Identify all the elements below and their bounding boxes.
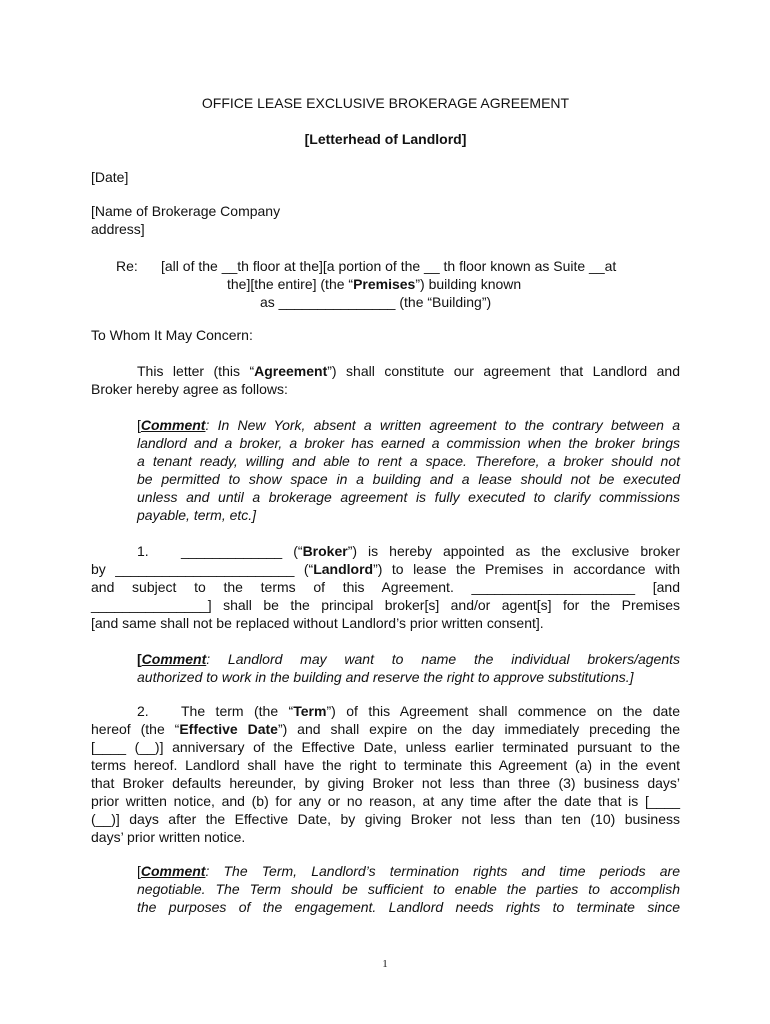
section-1: [91, 542, 680, 632]
intro-paragraph: [91, 362, 680, 398]
effective-date-term: Effective Date: [179, 721, 278, 737]
document-title: OFFICE LEASE EXCLUSIVE BROKERAGE AGREEMENT: [201, 95, 570, 111]
paragraph-line: [Comment: Landlord may want to name the individual brokers/agents: [137, 651, 680, 667]
paragraph-line: authorized to work in the building and reserve the right to approve substitutions.]: [137, 669, 634, 685]
comment-3: [137, 862, 680, 916]
recipient-line: [Name of Brokerage Company: [91, 203, 281, 219]
paragraph-line: prior written notice, and (b) for any or no reason, at any time after the date that is [____: [91, 793, 680, 809]
section-number: 1.: [137, 543, 149, 559]
salutation: To Whom It May Concern:: [91, 327, 253, 343]
paragraph-line: days’ prior written notice.: [91, 829, 246, 845]
paragraph-line: 1. _____________ (“Broker”) is hereby appointed as the exclusive broker: [137, 543, 681, 559]
landlord-term: Landlord: [313, 561, 374, 577]
paragraph-line: that Broker defaults hereunder, by giving Broker not less than three (3) business days’: [91, 775, 680, 791]
recipient-line: address]: [91, 221, 145, 237]
comment-label: Comment: [140, 417, 206, 433]
paragraph-line: by _______________________ (“Landlord”) to lease the Premises in accordance with: [91, 561, 680, 577]
paragraph-line: This letter (this “Agreement”) shall constitute our agreement that Landlord and: [137, 363, 680, 379]
agreement-term: Agreement: [254, 363, 328, 379]
comment-1: [137, 416, 680, 524]
paragraph-line: [Comment: In New York, absent a written agreement to the contrary between a: [137, 417, 680, 433]
premises-term: Premises: [353, 276, 416, 292]
paragraph-line: [and same shall not be replaced without Landlord’s prior written consent].: [91, 615, 544, 631]
comment-label: Comment: [140, 863, 206, 879]
paragraph-line: a tenant ready, willing and able to rent a space. Therefore, a broker should not: [137, 453, 680, 469]
re-line: [all of the __th floor at the][a portion of the __ th floor known as Suite __at: [161, 258, 617, 274]
comment-2: [137, 650, 680, 686]
paragraph-line: [____ (__)] anniversary of the Effective Date, unless earlier terminated pursuant to the: [91, 739, 680, 755]
broker-term: Broker: [302, 543, 348, 559]
term-term: Term: [293, 703, 327, 719]
paragraph-line: Broker hereby agree as follows:: [91, 381, 288, 397]
recipient-block: [91, 202, 680, 238]
section-2: [91, 702, 680, 846]
paragraph-line: payable, term, etc.]: [137, 507, 257, 523]
paragraph-line: [Comment: The Term, Landlord’s termination rights and time periods are: [137, 863, 680, 879]
paragraph-line: be permitted to show space in a building and a lease should not be executed: [137, 471, 680, 487]
paragraph-line: unless and until a brokerage agreement is fully executed to clarify commissions: [137, 489, 680, 505]
paragraph-line: (__)] days after the Effective Date, by giving Broker not less than ten (10) business: [91, 811, 680, 827]
re-line: as _______________ (the “Building”): [260, 294, 492, 310]
page-number: 1: [382, 958, 388, 970]
paragraph-line: hereof (the “Effective Date”) and shall expire on the day immediately preceding the: [91, 721, 680, 737]
section-number: 2.: [137, 703, 149, 719]
re-line: the][the entire] (the “Premises”) building known: [227, 276, 522, 292]
letterhead-placeholder: [Letterhead of Landlord]: [304, 131, 467, 147]
paragraph-line: 2. The term (the “Term”) of this Agreement shall commence on the date: [137, 703, 680, 719]
paragraph-line: the purposes of the engagement. Landlord needs rights to terminate since: [137, 899, 680, 915]
paragraph-line: negotiable. The Term should be sufficient to enable the parties to accomplish: [137, 881, 680, 897]
paragraph-line: terms hereof. Landlord shall have the right to terminate this Agreement (a) in the event: [91, 757, 680, 773]
comment-label: Comment: [141, 651, 207, 667]
re-label: Re:: [116, 258, 138, 274]
date-placeholder: [Date]: [91, 169, 129, 185]
paragraph-line: _______________] shall be the principal broker[s] and/or agent[s] for the Premises: [91, 597, 680, 613]
paragraph-line: landlord and a broker, a broker has earned a commission when the broker brings: [137, 435, 680, 451]
paragraph-line: and subject to the terms of this Agreement. _____________________ [and: [91, 579, 680, 595]
